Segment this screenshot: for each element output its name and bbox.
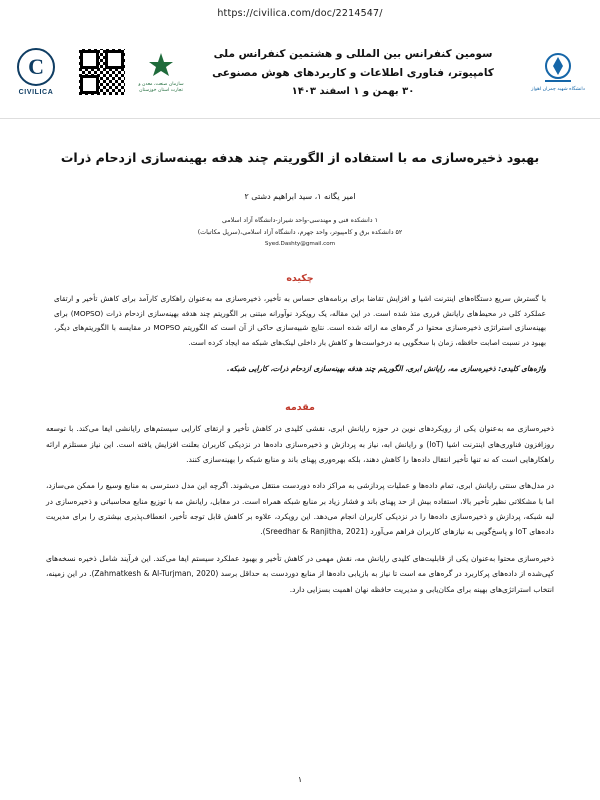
seal-emblem-icon (146, 50, 176, 80)
conference-date: ۳۰ بهمن و ۱ اسفند ۱۴۰۳ (291, 86, 415, 98)
university-emblem-icon (539, 51, 577, 85)
authors: امیر یگانه ۱، سید ابراهیم دشتی ۲ (244, 192, 356, 201)
paragraph: ذخیره‌سازی مه به‌عنوان یکی از رویکردهای نوین در حوزه رایانش ابری، نقشی کلیدی در کاهش تأخیر و ارتقای کارایی سیستم‌های رایانشی ایفا می‌کند. با توسعه روزافزون فناوری‌های اینترنت اشیا (IoT) و رایانش ابه، نیاز به پردازش و ذخیره‌سازی داده‌ها در نزدیکی کاربران بعلنت افزایش یافته است. این نیاز مستلزم ارائه راهکارهایی است که نه تنها تأخیر انتقال داده‌ها را کاهش دهند، بلکه بهره‌وری پهنای باند و منابع شبکه را بهینه‌سازی کنند. (46, 424, 555, 464)
university-logo (516, 26, 600, 118)
page-title: بهبود ذخیره‌سازی مه با استفاده از الگوریتم چند هدفه بهینه‌سازی ازدحام ذرات (60, 150, 540, 165)
keywords-line (46, 362, 554, 376)
url-bar[interactable] (0, 0, 600, 27)
university-caption: دانشگاه شهید چمران اهواز (531, 86, 585, 92)
qr-code-icon (72, 26, 132, 118)
abstract-heading: چکیده (286, 272, 314, 284)
civilica-logo-text: CIVILICA (18, 89, 54, 96)
affiliation-1: ۱ دانشکده فنی و مهندسی-واحد شیراز-دانشگاه آزاد اسلامی (222, 217, 378, 224)
paper-content (0, 118, 600, 800)
seal-caption: سازمان صنعت، معدن و تجارت استان خوزستان (138, 81, 184, 93)
conference-title-line1: سومین کنفرانس بین المللی و هشتمین کنفرانس ملی (213, 47, 493, 60)
civilica-logo[interactable] (0, 26, 72, 118)
qr-code-graphic (79, 49, 125, 95)
conference-title-line2: کامپیوتر، فناوری اطلاعات و کاربردهای هوش مصنوعی (212, 66, 494, 79)
keywords-values: ذخیره‌سازی مه، رایانش ابری، الگوریتم چند هدفه بهینه‌سازی ازدحام ذرات، کارایی شبکه. (226, 364, 496, 374)
keywords-label: واژه‌های کلیدی: (498, 364, 546, 374)
abstract-text: با گسترش سریع دستگاه‌های اینترنت اشیا و افزایش تقاضا برای برنامه‌های حساس به تأخیر، ذخیره‌سازی مه به‌عنوان راهکاری کارآمد برای کاهش تأخیر و ارتقای عملکرد کلی در محیط‌های رایانش فرری متذ شده است. در این مقاله، یک رویکرد نوآورانه مبتنی بر الگوریتم چند هدفه بهینه‌سازی ازدحام ذرات (MOPSO) برای بهینه‌سازی استراتژی ذخیره‌سازی محتوا در گره‌های مه ارائه شده است. نتایج شبیه‌سازی حاکی از آن است که الگوریتم MOPSO در مقایسه با الگوریتم‌های دیگر، بهبود در نسبت اصابت حافظه، زمان با سخگویی به درخواست‌ها و کاهش بار داخلی لینک‌های شبکه مه ایجاد کرده است. (54, 293, 546, 347)
paragraph: ذخیره‌سازی محتوا به‌عنوان یکی از قابلیت‌های کلیدی رایانش مه، نقش مهمی در کاهش تأخیر و بهبود عملکرد سیستم ایفا می‌کند. این فرآیند شامل ذخیره نسخه‌های کپی‌شده از داده‌های پرکاربرد در گره‌های مه است تا نیاز به بازیابی داده‌ها از منابع دوردست به حداقل برسد (Zahmatkesh & Al-Turjman, 2020). در این زمینه، انتخاب استراتژی‌های بهینه برای مکان‌یابی و مدیریت حافظه نهان اهمیت بسزایی دارد. (46, 553, 554, 594)
qr-corner-icon (80, 75, 99, 94)
page-number: ۱ (297, 775, 303, 784)
organization-seal (132, 26, 190, 118)
civilica-logo-icon: C (17, 48, 55, 86)
conference-header (0, 26, 600, 119)
affiliation-2: ۵۲ دانشکده برق و کامپیوتر، واحد جهرم، دانشگاه آزاد اسلامی،(سرپل مکاتبات) (197, 228, 403, 236)
paragraph: در مدل‌های سنتی رایانش ابری، تمام داده‌ها و عملیات پردازشی به مراکز داده دوردست منتقل می‌شوند. اگرچه این مدل دسترسی به منابع وسیع را ممکن می‌سازد، اما با مشکلاتی نظیر تأخیر بالا، استفاده بیش از حد پهنای باند و فشار زیاد بر منابع شبکه همراه است. در مقابل، رایانش مه با توزیع منابع محاسباتی و ذخیره‌سازی در لبه شبکه، پردازش و ذخیره‌سازی داده‌ها را در نزدیکی کاربران انجام می‌دهد. این رویکرد، علاوه بر کاهش قابل توجه تأخیر، انعطاف‌پذیری بیشتری را برای مدیریت داده‌های IoT و پاسخ‌گویی به نیازهای کاربران فراهم می‌آورد (Sreedhar & Ranjitha, 2021). (46, 481, 554, 537)
url-text: https://civilica.com/doc/2214547/ (217, 7, 383, 19)
introduction-heading: مقدمه (285, 402, 315, 414)
corresponding-email: Syed.Dashty@gmail.com (264, 240, 336, 247)
conference-title (190, 26, 516, 118)
